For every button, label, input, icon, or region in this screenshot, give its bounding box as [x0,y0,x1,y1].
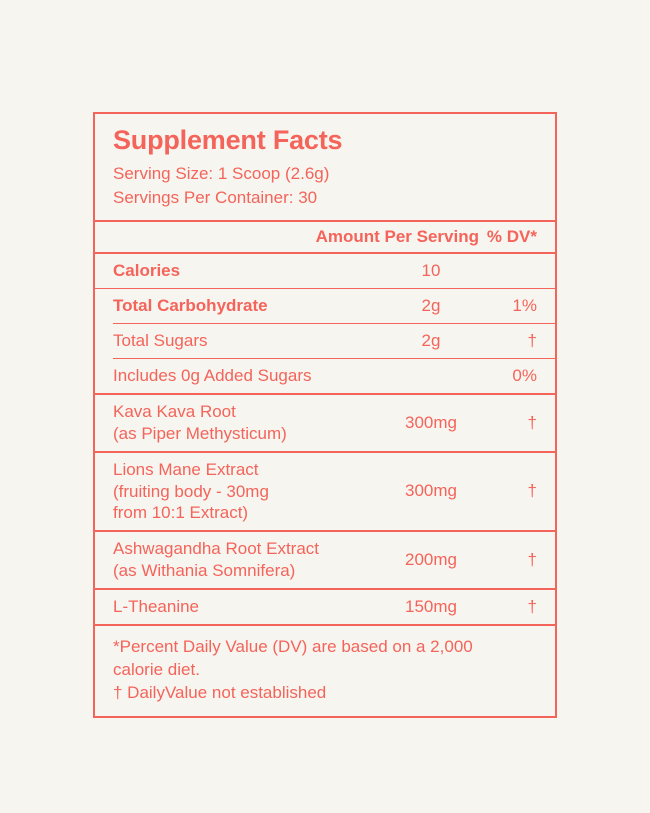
supplement-facts-panel [93,112,557,718]
nutrient-dv: † [527,331,537,351]
ingredient-label [113,532,383,588]
table-row [95,532,555,588]
ingredient-amount: 150mg [405,596,457,616]
nutrient-amount: 10 [421,260,441,280]
ingredient-source: (as Piper Methysticum) [113,424,287,444]
nutrient-label: Calories [113,260,181,280]
servings-per-container: Servings Per Container: 30 [113,187,318,207]
table-row [95,395,555,451]
serving-info [95,162,555,220]
column-header-row [95,222,555,252]
page-title: Supplement Facts [113,125,343,155]
ingredient-dv: † [527,481,537,501]
ingredient-name: Lions Mane Extract [113,459,259,479]
nutrient-amount [383,370,479,382]
table-row [95,254,555,288]
footnote [95,626,555,717]
table-row [95,289,555,323]
ingredient-name: Kava Kava Root [113,402,236,422]
ingredient-source: (fruiting body - 30mg [113,481,269,501]
ingredient-label [113,453,383,530]
nutrient-dv: 1% [512,296,537,316]
ingredient-dv: † [527,413,537,433]
column-header-amount: Amount Per Serving [315,226,479,246]
nutrient-label: Includes 0g Added Sugars [113,366,312,386]
ingredient-name: Ashwagandha Root Extract [113,539,320,559]
table-row [95,453,555,530]
ingredient-amount: 300mg [405,481,457,501]
ingredient-amount: 200mg [405,549,457,569]
ingredient-dv: † [527,549,537,569]
ingredient-label: L-Theanine [113,596,200,616]
column-header-dv: % DV* [486,226,537,246]
footnote-line-1: *Percent Daily Value (DV) are based on a 2,000 [113,636,473,656]
ingredient-source-cont: from 10:1 Extract) [113,503,249,523]
nutrient-dv: 0% [512,366,537,386]
serving-size: Serving Size: 1 Scoop (2.6g) [113,163,330,183]
footnote-line-3: † DailyValue not established [113,682,327,702]
table-row [95,590,555,624]
ingredient-amount: 300mg [405,413,457,433]
ingredient-source: (as Withania Somnifera) [113,560,296,580]
nutrient-amount: 2g [421,296,441,316]
nutrient-amount: 2g [421,331,441,351]
ingredient-dv: † [527,596,537,616]
footnote-line-2: calorie diet. [113,659,200,679]
table-row [95,324,555,358]
nutrient-label: Total Carbohydrate [113,296,268,316]
table-row [95,359,555,393]
nutrient-dv [479,265,537,277]
ingredient-label [113,395,383,451]
nutrient-label: Total Sugars [113,331,208,351]
